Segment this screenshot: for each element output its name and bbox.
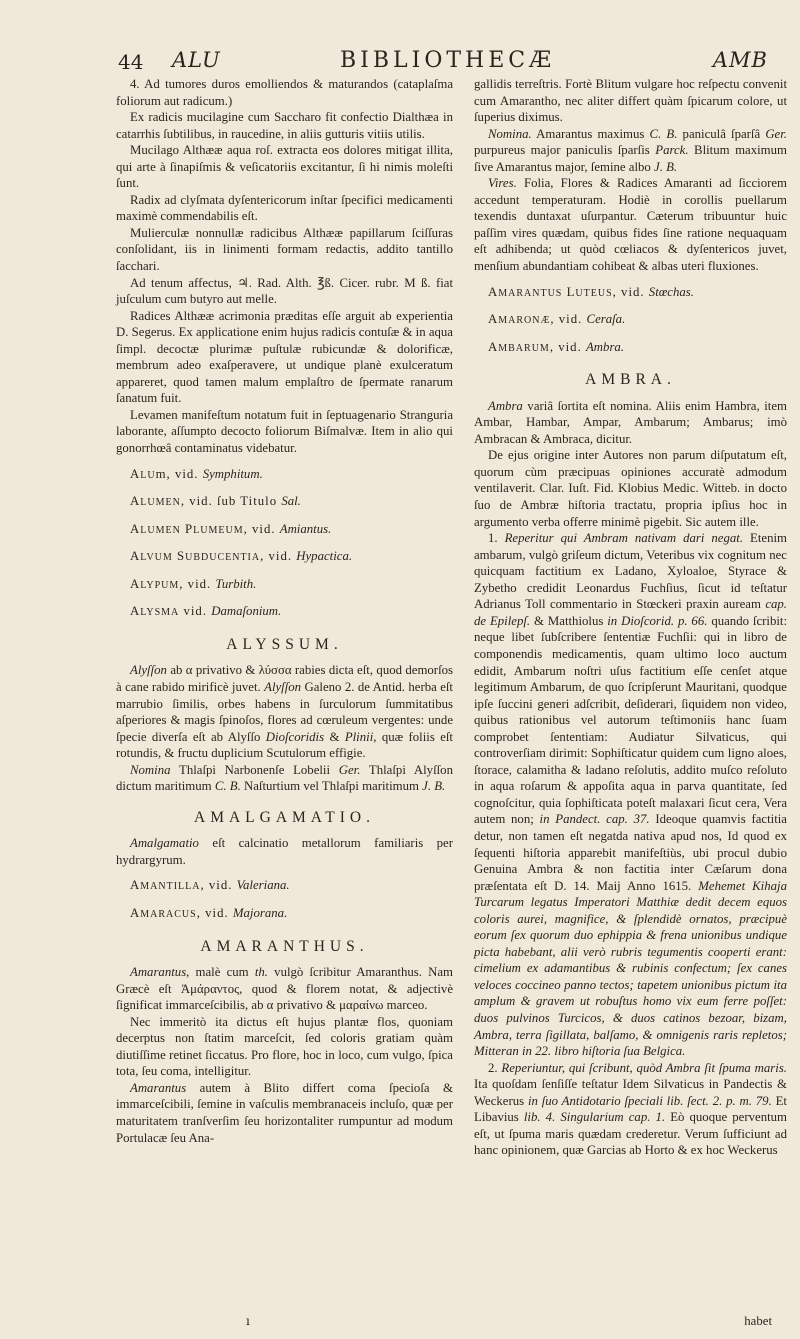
- cross-reference-entry: AMBARUM, vid. Ambra.: [488, 339, 625, 354]
- paragraph: Alyſſon ab α privativo & λύσσα rabies dicta eſt, quod demorſos à cane rabido mirificè juvet. Alyſſon Galeno 2. de Antid. herba eſt marrubio ſimilis, orbes habens in ſurculorum ſummitatibus aſperiores & magis ſpinoſos, flores ad cœruleum vergentes: unde ſpecie diverſa eſt ab Alyſſo Dioſcoridis & Plinii, quæ foliis eſt rotundis, & fructu duplicium Scutulorum effigie.: [116, 663, 453, 761]
- cross-reference-entry: ALYSMA vid. Damaſonium.: [130, 604, 282, 619]
- paragraph: Nec immeritò ita dictus eſt hujus plantæ flos, quoniam decerptus non ſtatim marceſcit, ſed coloris gratiam quàm diutiſſime retinet ſiccatus. Pro flore, hoc in loco, cum vulgo, ſpica tota, ſeu coma, intelligitur.: [116, 1014, 453, 1079]
- paragraph: Nomina Thlaſpi Narbonenſe Lobelii Ger. Thlaſpi Alyſſon dictum maritimum C. B. Naſturtium vel Thlaſpi maritimum J. B.: [116, 762, 453, 794]
- page-title: BIBLIOTHECÆ: [340, 48, 556, 73]
- cross-reference-entry: ALUMEN PLUMEUM, vid. Amiantus.: [130, 521, 332, 536]
- cross-reference-entry: AMARONÆ, vid. Ceraſa.: [488, 312, 626, 327]
- paragraph: Mucilago Althææ aqua roſ. extracta eos dolores mitigat illita, qui arte à ſinapiſmis & veſicatoriis excitantur, ſi hi nimis moleſti ſunt.: [116, 143, 453, 191]
- section-heading: AMBRA.: [585, 371, 676, 389]
- catchword: habet: [744, 1314, 772, 1328]
- keyword-left: ALU: [172, 48, 221, 72]
- left-column: [116, 76, 453, 1146]
- paragraph: Vires. Folia, Flores & Radices Amaranti ad ſicciorem accedunt temperaturam. Hodiè in corollis puellarum texendis duntaxat uſurpantur. Cæterum tribuuntur huic paſſim vires quædam, quibus fides ſine ratione nequaquam eſt adhibenda; ut quòd cœliacos & dyſentericos juvet, menſium abundantiam cohibeat & albas uteri fluxiones.: [474, 176, 787, 274]
- cross-reference-entry: AMANTILLA, vid. Valeriana.: [130, 878, 290, 893]
- paragraph: Ex radicis mucilagine cum Saccharo fit confectio Dialthæa in catarrhis ſubtilibus, in raucedine, in aliis gutturis vitiis utilis.: [116, 110, 453, 141]
- section-heading: AMALGAMATIO.: [194, 808, 375, 826]
- paragraph: Radix ad clyſmata dyſentericorum inſtar ſpecifici medicamenti maximè commendabilis eſt.: [116, 192, 453, 224]
- paragraph: Ad tenum affectus, ♃. Rad. Alth. ℥ß. Cicer. rubr. M ß. fiat juſculum cum butyro aut melle.: [116, 275, 453, 307]
- right-column: [474, 76, 787, 1159]
- running-header: [118, 46, 768, 76]
- section-heading: AMARANTHUS.: [200, 937, 369, 955]
- paragraph: 2. Reperiuntur, qui ſcribunt, quòd Ambra ſit ſpuma maris. Ita quoſdam ſenſiſſe teſtatur Idem Silvaticus in Pandectis & Weckerus in ſuo Antidotario ſpeciali lib. ſect. 2. p. m. 79. Et Libavius lib. 4. Singularium cap. 1. Eò quoque perventum eſt, ut ſpuma maris quædam crederetur. Verum ſufficiunt ad hanc opinionem, quæ Garcias ab Horto & ex hoc Weckerus: [474, 1060, 788, 1158]
- cross-reference-entry: AMARANTUS LUTEUS, vid. Stœchas.: [488, 284, 694, 299]
- cross-reference-entry: ALUMEN, vid. ſub Titulo Sal.: [130, 494, 301, 509]
- signature-mark: ı: [246, 1314, 250, 1328]
- paragraph: gallidis terreſtris. Fortè Blitum vulgare hoc reſpectu convenit cum Amarantho, nec aliter differt quàm ſpicarum colore, ut ſuperius diximus.: [474, 77, 787, 125]
- cross-reference-entry: AMARACUS, vid. Majorana.: [130, 905, 288, 920]
- paragraph: Amalgamatio eſt calcinatio metallorum familiaris per hydrargyrum.: [116, 836, 453, 867]
- paragraph: Amarantus, malè cum th. vulgò ſcribitur Amaranthus. Nam Græcè eſt Ἀμάραντος, quod & florem notat, & adjectivè ſignificat immarceſcibilis, ab α privativo & μαραίνω marceo.: [116, 965, 453, 1013]
- paragraph: 1. Reperitur qui Ambram nativam dari negat. Etenim ambarum, vulgò griſeum dictum, Veteribus vix cognitum nec quicquam factitium ex Ladano, Xyloaloe, Styrace & Zybetho credidit Leonardus Fuchſius, ſicut id teſtatur Adrianus Toll commentario in Stœckeri praxin auream cap. de Epilepſ. & Matthiolus in Dioſcorid. p. 66. quando ſcribit: neque libet ſubſcribere ſententiæ Fuchſii: qui in libro de componendis medicamentis, quam ultimo loco auctum edidit, Ambarum noſtri uſus factitium eſſe cenſet atque legitimum Ambarum, de quo ſcripſerunt Mauritani, quodque ipſe ſuccini generi adſcribit, deſiderari, ſiquidem non video, quibus rationibus vel autorum teſtimoniis hanc ſuam comprobet ſententiam: Audiatur Silvaticus, qui controverſiam dirimit: Sophiſticatur quidem cum ligno aloes, ſtorace, calamitha & ladano reſolutis, addito muſco reſoluto in aqua roſarum & appoſita aqua in parva quantitate, ſed cognoſcitur, quia ſophiſticata poteſt malaxari ſicut cera, Vera autem non; in Pandect. cap. 37. Ideoque quamvis factitia detur, non tamen eſt negatda nativa apud nos, Id quod ex ſequenti hiſtoria apparebit manifeſtiùs, ubi procul dubio Genuina Ambra & non factitia inter Cæſarum dona præſentata eſt D. 14. Maij Anno 1615. Mehemet Kihaja Turcarum legatus Imperatori Matthiæ dedit decem equos coloris aurei, magnifice, & ſplendidè ornatos, præcipuè eorum ſex quorum duo ephippia & frena unionibus undique picta habebant, alii verò rubris tegumentis cooperti erant: cimelium ex adamantibus & rubinis confectum; ſex canes veloces coccineo panno tectos; tapetem unionibus pictum ita amplum & gravem ut robuſtus homo vix eum ferre poſſet: duos pulvinos Turcicos, & duos catinos bezoar, bizam, Ambra, terra ſigillata, balſamo, & omnigenis raris repletos; Mitteran in 22. libro hiſtoria ſua Belgica.: [474, 531, 788, 1059]
- cross-reference-entry: ALYPUM, vid. Turbith.: [130, 576, 257, 591]
- paragraph: Radices Althææ acrimonia præditas eſſe arguit ab experientia D. Segerus. Ex applicatione enim hujus radicis contuſæ & in aqua ſimpl. decoctæ plurimæ puſtulæ rubicundæ & dolorificæ, membrum adeo exaſperavere, ut undique planè exulceratum appareret, quod tamen malum emplaſtro de ſpermate ranarum ſanatum fuit.: [116, 308, 453, 406]
- cross-reference-entry: ALUm, vid. Symphitum.: [130, 466, 263, 481]
- paragraph: Nomina. Amarantus maximus C. B. paniculâ ſparſâ Ger. purpureus major paniculis ſparſis Parck. Blitum maximum ſive Amarantus major, ſemine albo J. B.: [474, 126, 787, 174]
- paragraph: Mulierculæ nonnullæ radicibus Althææ papillarum ſciſſuras conſolidant, iis in linimenti formam redactis, addito tantillo ſacchari.: [116, 225, 453, 274]
- keyword-right: AMB: [712, 48, 768, 72]
- paragraph: Levamen manifeſtum notatum fuit in ſeptuagenario Stranguria laborante, aſſumpto decocto foliorum Biſmalvæ. Item in alio qui gonorrhœâ contaminatus videbatur.: [116, 407, 453, 456]
- paragraph: 4. Ad tumores duros emolliendos & maturandos (cataplaſma foliorum aut radicum.): [116, 77, 453, 108]
- page-number: 44: [118, 50, 144, 74]
- paragraph: Amarantus autem à Blito differt coma ſpecioſa & immarceſcibili, ſemine in vaſculis membranaceis incluſo, quæ per maturitatem tranſverſim ſeu horizontaliter rumpuntur ad modum Portulacæ ſeu Ana-: [116, 1080, 453, 1145]
- paragraph: De ejus origine inter Autores non parum diſputatum eſt, quorum cùm præcipuas opiniones accuratè admodum ventilaverit. Clar. Iuſt. Fid. Klobius Medic. Witteb. in docto ſuo de Ambræ hiſtoria tractatu, propria ipſius hoc in argumento verba offerre minimè pigebit. Sic autem ille.: [474, 448, 787, 529]
- section-heading: ALYSSUM.: [226, 635, 343, 653]
- paragraph: Ambra variâ ſortita eſt nomina. Aliis enim Hambra, item Ambar, Hambar, Ampar, Ambarum; Ambarus; imò Ambracan & Ambraca, dicitur.: [474, 398, 787, 446]
- cross-reference-entry: ALVUM SUBDUCENTIA, vid. Hypactica.: [130, 549, 353, 564]
